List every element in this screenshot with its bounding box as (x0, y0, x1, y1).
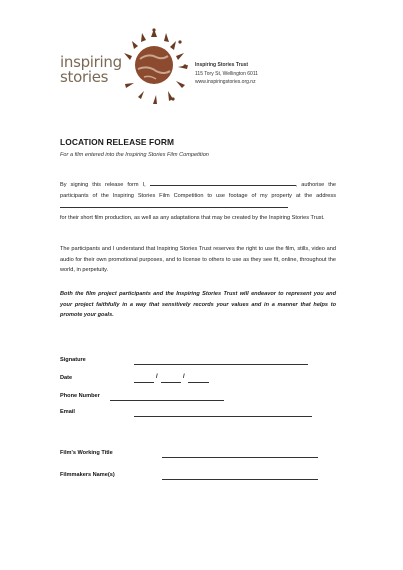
name-blank-line[interactable] (150, 179, 296, 186)
commitment-paragraph: Both the film project participants and the Inspiring Stories Trust will endeavor to represent you and your project faithfully in a way that sensitively records your values and in a manner that helps to promote your goals. (60, 291, 336, 319)
date-separator-2: / (183, 374, 185, 380)
film-title-line[interactable] (162, 457, 318, 458)
org-website: www.inspiringstories.org.nz (195, 79, 256, 85)
authorisation-paragraph (60, 179, 336, 223)
email-label: Email (60, 409, 75, 415)
usage-rights-paragraph: The participants and I understand that Inspiring Stories Trust reserves the right to use the film, stills, video and audio for their own promotional purposes, and to license to others to use as they see fit, online, throughout the world, in perpetuity. (60, 246, 336, 274)
signature-label: Signature (60, 357, 86, 363)
date-label: Date (60, 375, 73, 381)
address-blank-line[interactable] (60, 201, 288, 208)
form-subtitle: For a film entered into the Inspiring Stories Film Competition (60, 152, 209, 158)
film-title-label: Film's Working Title (60, 450, 113, 456)
date-year-line[interactable] (188, 382, 209, 383)
email-line[interactable] (134, 416, 312, 417)
date-day-line[interactable] (134, 382, 154, 383)
authorisation-text-middle: , authorise the participants of the Inspiring Stories Film Competition to use footage of my property at the address (60, 182, 337, 199)
inspiring-stories-logo (60, 27, 190, 109)
logo-text-line2: stories (60, 68, 109, 86)
date-separator-1: / (156, 374, 158, 380)
logo-text-line1: inspiring (60, 53, 122, 71)
org-name: Inspiring Stories Trust (195, 62, 249, 68)
date-month-line[interactable] (161, 382, 181, 383)
globe-figures-icon (118, 27, 192, 107)
filmmakers-line[interactable] (162, 479, 318, 480)
authorisation-text-end: for their short film production, as well as any adaptations that may be created by the Inspiring Stories Trust. (60, 214, 325, 221)
phone-label: Phone Number (60, 393, 100, 399)
org-street-address: 115 Tory St, Wellington 6011 (195, 70, 259, 77)
phone-line[interactable] (110, 400, 224, 401)
signature-line[interactable] (134, 364, 308, 365)
form-title: LOCATION RELEASE FORM (60, 137, 175, 147)
filmmakers-label: Filmmakers Name(s) (60, 472, 115, 478)
authorisation-text-start: By signing this release form I, (60, 182, 146, 188)
org-address-block (195, 61, 258, 87)
